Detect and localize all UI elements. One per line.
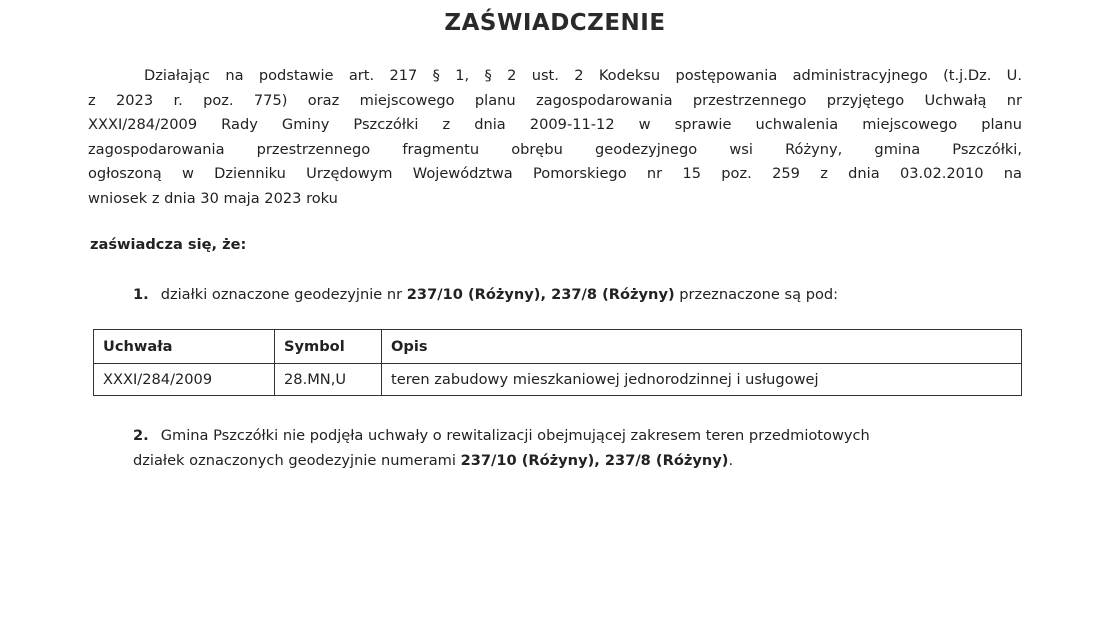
- point-1-number: 1.: [133, 286, 149, 303]
- intro-line: XXXI/284/2009 Rady Gminy Pszczółki z dnia 2009-11-12 w sprawie uchwalenia miejscowego planu: [88, 116, 1022, 134]
- certifies-label: zaświadcza się, że:: [90, 236, 247, 253]
- point-2-line: [133, 449, 1013, 474]
- column-header-opis: Opis: [382, 330, 1022, 364]
- point-2-line-2-before: działek oznaczonych geodezyjnie numerami: [133, 451, 461, 469]
- intro-line: zagospodarowania przestrzennego fragmentu obrębu geodezyjnego wsi Różyny, gmina Pszczółki,: [88, 140, 1022, 158]
- intro-line: ogłoszoną w Dzienniku Urzędowym Województwa Pomorskiego nr 15 poz. 259 z dnia 03.02.2010 na: [88, 165, 1022, 183]
- point-1-plots: 237/10 (Różyny), 237/8 (Różyny): [406, 286, 675, 303]
- point-1-text-before: działki oznaczone geodezyjnie nr: [160, 286, 407, 303]
- column-header-uchwala: Uchwała: [94, 330, 275, 364]
- document-title: ZAŚWIADCZENIE: [444, 10, 666, 36]
- point-1-text-after: przeznaczone są pod:: [674, 286, 839, 303]
- point-2: [133, 424, 1013, 473]
- zoning-table: [93, 329, 1022, 396]
- intro-line: Działając na podstawie art. 217 § 1, § 2 ust. 2 Kodeksu postępowania administracyjnego (t.j.Dz. U.: [144, 67, 1022, 84]
- point-1: [133, 283, 838, 308]
- table-header-row: [94, 330, 1022, 364]
- cell-opis: teren zabudowy mieszkaniowej jednorodzinnej i usługowej: [382, 364, 1022, 396]
- cell-symbol: 28.MN,U: [275, 364, 382, 396]
- cell-uchwala: XXXI/284/2009: [94, 364, 275, 396]
- point-2-line-2-after: .: [728, 451, 734, 469]
- intro-line: wniosek z dnia 30 maja 2023 roku: [88, 189, 338, 207]
- point-2-number: 2.: [133, 427, 149, 444]
- intro-line: z 2023 r. poz. 775) oraz miejscowego planu zagospodarowania przestrzennego przyjętego Uchwałą nr: [88, 91, 1022, 109]
- point-2-line-1: Gmina Pszczółki nie podjęła uchwały o rewitalizacji obejmującej zakresem teren przedmiotowych: [160, 427, 870, 444]
- intro-paragraph: [88, 64, 1022, 212]
- point-2-plots: 237/10 (Różyny), 237/8 (Różyny): [460, 451, 729, 469]
- point-2-line: [133, 424, 1013, 449]
- table-row: [94, 364, 1022, 396]
- column-header-symbol: Symbol: [275, 330, 382, 364]
